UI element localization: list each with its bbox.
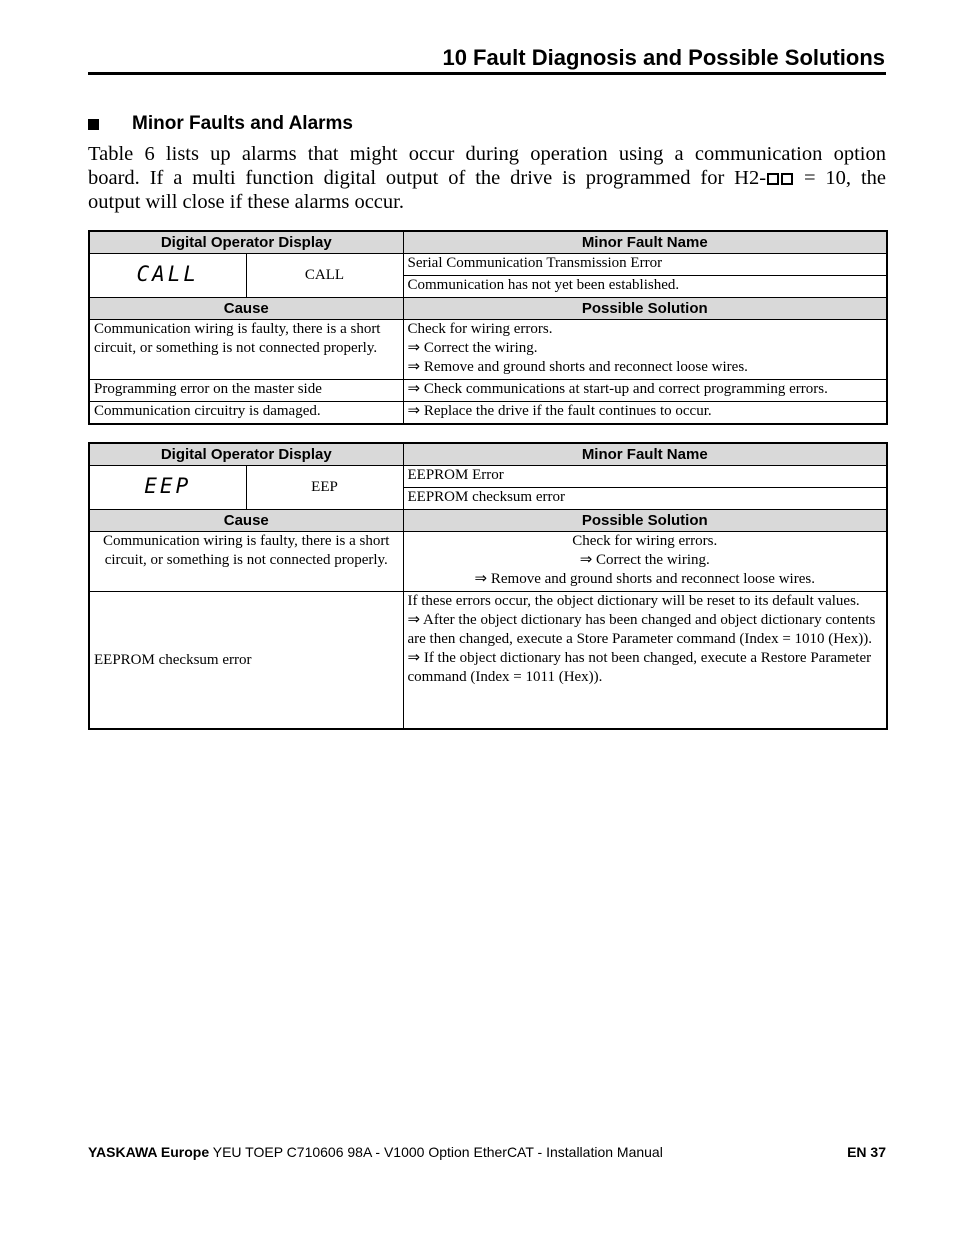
intro-line: Table 6 lists up alarms that might occur during operation using a communication option [88,143,886,165]
segment-display-code: EEP [144,473,192,498]
fault-table-eep [88,442,888,730]
fault-name: EEPROM checksum error [403,488,887,510]
table-row [89,320,887,380]
column-header-cause: Cause [89,510,403,532]
cause-cell: Programming error on the master side [89,380,403,402]
segment-display-code: CALL [136,261,200,286]
solution-cell: ⇒ Replace the drive if the fault continues to occur. [403,402,887,425]
intro-text: = 10, the [794,167,886,189]
cause-cell: EEPROM checksum error [89,592,403,730]
section-heading [88,112,353,136]
table-row [89,380,887,402]
operator-display-code [89,254,246,298]
cause-cell: Communication wiring is faulty, there is a short circuit, or something is not connected properly. [89,320,403,380]
chapter-title: 10 Fault Diagnosis and Possible Solutions [442,45,885,70]
fault-name: Communication has not yet been established. [403,276,887,298]
column-header-fault-name: Minor Fault Name [403,443,887,466]
intro-line [88,166,886,190]
intro-line: output will close if these alarms occur. [88,191,404,213]
table-row [89,592,887,730]
solution-cell: ⇒ Check communications at start-up and correct programming errors. [403,380,887,402]
header-rule [88,72,886,75]
section-heading-text: Minor Faults and Alarms [132,113,353,134]
solution-line: ⇒ Correct the wiring. [407,340,538,356]
operator-display-text: EEP [246,466,403,510]
fault-name: Serial Communication Transmission Error [403,254,887,276]
operator-display-code [89,466,246,510]
column-header-display: Digital Operator Display [89,443,403,466]
solution-line: Check for wiring errors. [572,533,718,549]
solution-line: ⇒ Correct the wiring. [579,552,710,568]
solution-line: ⇒ Remove and ground shorts and reconnect loose wires. [474,571,815,587]
cause-cell: Communication circuitry is damaged. [89,402,403,425]
intro-paragraph [88,142,886,214]
placeholder-box-icon [781,173,793,185]
solution-cell [403,592,887,730]
column-header-cause: Cause [89,298,403,320]
solution-line: Check for wiring errors. [407,321,553,337]
solution-line: ⇒ Remove and ground shorts and reconnect loose wires. [407,359,748,375]
solution-cell [403,532,887,592]
solution-line: If these errors occur, the object dictionary will be reset to its default values. [407,593,860,609]
footer-document-info [88,1142,663,1162]
square-bullet-icon [88,119,99,130]
solution-cell [403,320,887,380]
column-header-fault-name: Minor Fault Name [403,231,887,254]
column-header-solution: Possible Solution [403,298,887,320]
page-footer [88,1142,886,1162]
table-row [89,532,887,592]
fault-table-call [88,230,888,425]
column-header-solution: Possible Solution [403,510,887,532]
column-header-display: Digital Operator Display [89,231,403,254]
intro-text: board. If a multi function digital output of the drive is programmed for H2- [88,167,767,189]
solution-line: ⇒ After the object dictionary has been changed and object dictionary contents are then changed, execute a Store Parameter command (Index = 1010 (Hex)). [407,612,876,647]
footer-brand: YASKAWA Europe [88,1144,210,1160]
solution-line: ⇒ If the object dictionary has not been changed, execute a Restore Parameter command (Index = 1011 (Hex)). [407,650,872,685]
cause-cell: Communication wiring is faulty, there is a short circuit, or something is not connected properly. [89,532,403,592]
placeholder-box-icon [767,173,779,185]
table-row [89,402,887,425]
fault-name: EEPROM Error [403,466,887,488]
page-number: EN 37 [847,1144,886,1160]
operator-display-text: CALL [246,254,403,298]
footer-doc-title: YEU TOEP C710606 98A - V1000 Option EtherCAT - Installation Manual [209,1144,663,1160]
